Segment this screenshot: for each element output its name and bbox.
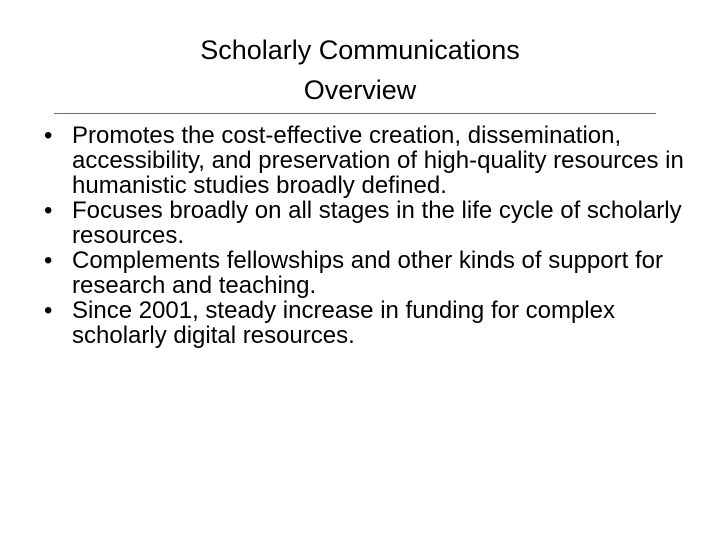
- title-line-1: Scholarly Communications: [200, 35, 520, 65]
- bullet-item: [44, 248, 704, 298]
- bullet-text: Focuses broadly on all stages in the life cycle of scholarly resources.: [72, 197, 682, 249]
- title-line-2: Overview: [303, 75, 417, 105]
- bullet-text: Complements fellowships and other kinds of support for research and teaching.: [72, 247, 663, 299]
- bullet-icon: •: [44, 247, 53, 274]
- bullet-list: [44, 123, 704, 348]
- bullet-icon: •: [44, 297, 53, 324]
- bullet-item: [44, 198, 704, 248]
- bullet-item: [44, 123, 704, 198]
- bullet-icon: •: [44, 197, 53, 224]
- bullet-text: Promotes the cost-effective creation, dissemination, accessibility, and preservation of high-quality resources in humanistic studies broadly defined.: [72, 122, 684, 199]
- title-divider: [54, 113, 656, 114]
- bullet-icon: •: [44, 122, 53, 149]
- slide-title: [60, 30, 660, 110]
- bullet-text: Since 2001, steady increase in funding for complex scholarly digital resources.: [72, 297, 615, 349]
- bullet-item: [44, 298, 704, 348]
